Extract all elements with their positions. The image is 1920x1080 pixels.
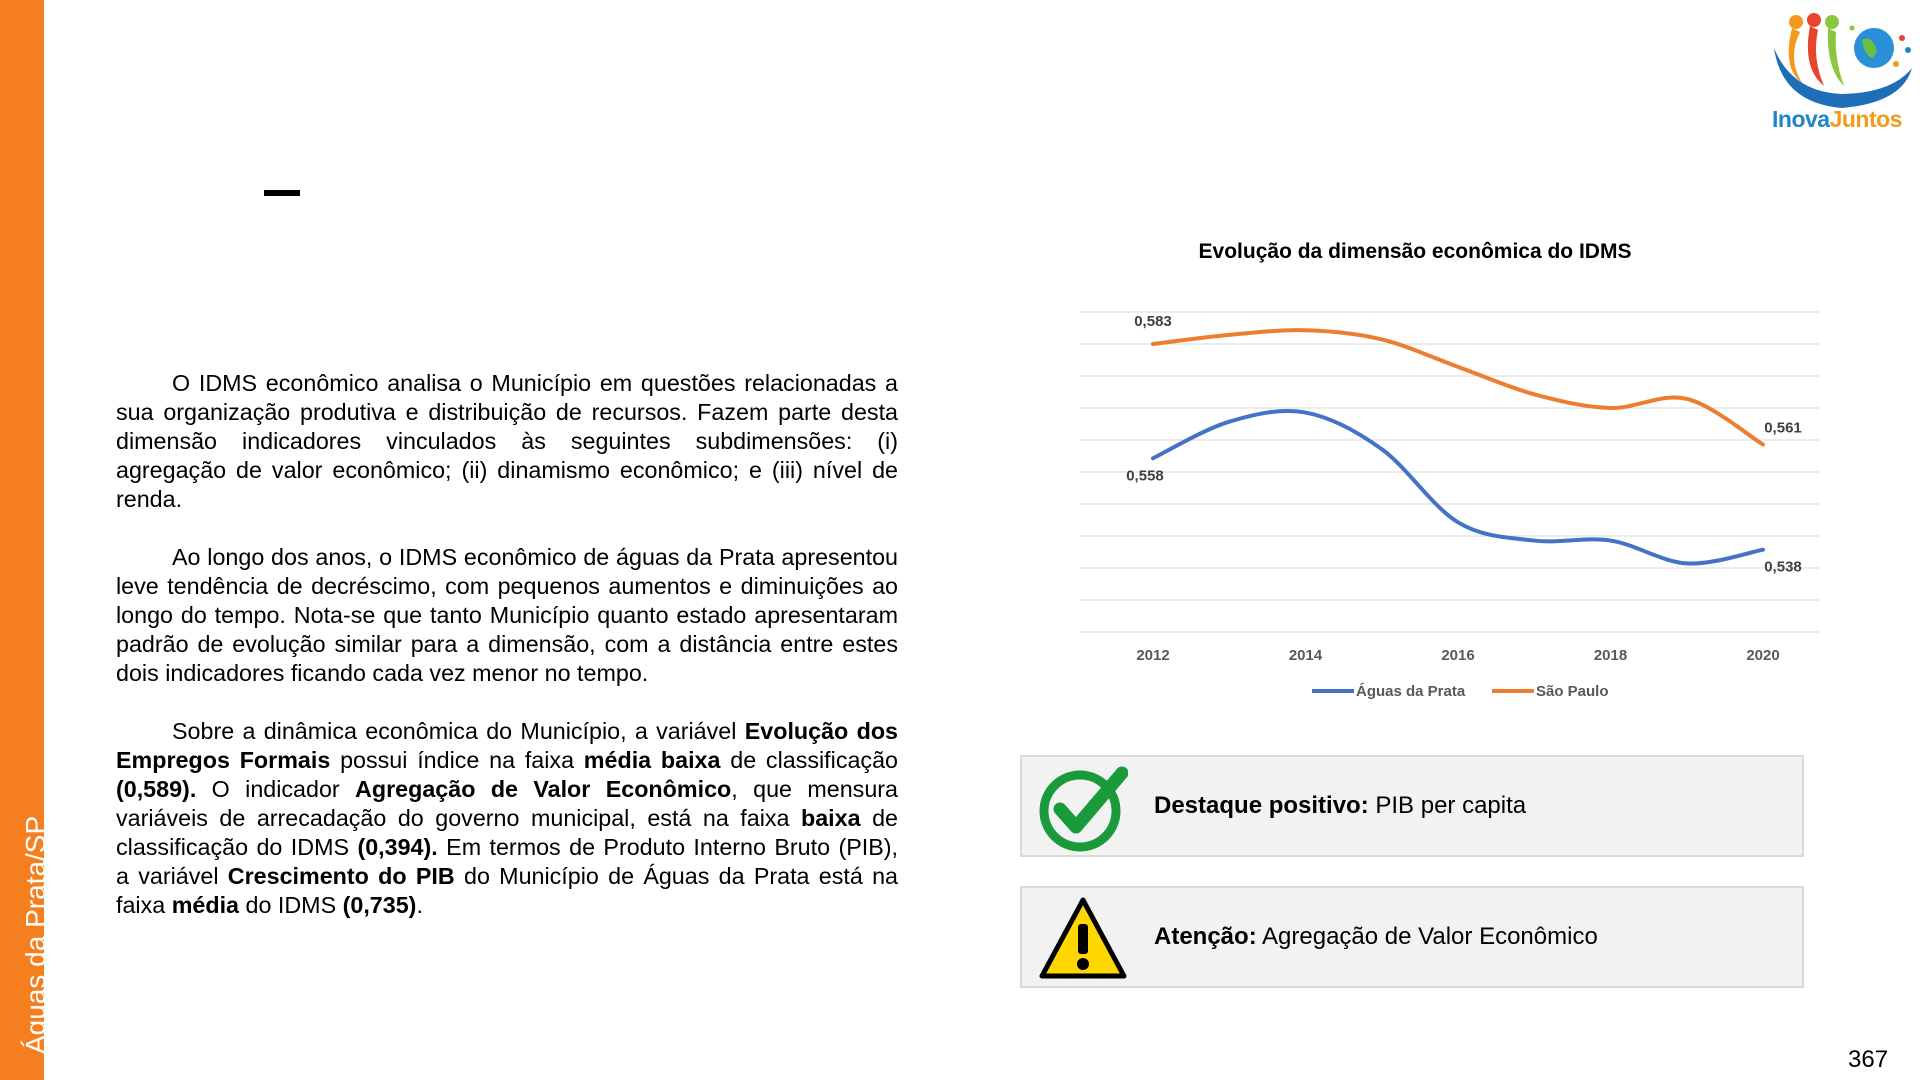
paragraph: O IDMS econômico analisa o Município em questões relacionadas a sua organização produtiva e distribuição de recursos. Fazem parte desta dimensão indicadores vinculados às seguintes subdimensões: (i) agregação de valor econômico; (ii) dinamismo econômico; e (iii) nível de renda.: [116, 370, 898, 512]
paragraph: Ao longo dos anos, o IDMS econômico de águas da Prata apresentou leve tendência de decréscimo, com pequenos aumentos e diminuições ao longo do tempo. Nota-se que tanto Município quanto estado apresentaram padrão de evolução similar para a dimensão, com a distância entre estes dois indicadores ficando cada vez menor no tempo.: [116, 544, 898, 686]
page-number: 367: [1848, 1046, 1889, 1073]
x-tick-label: 2012: [1136, 647, 1170, 664]
side-label: Águas da Prata/SP: [20, 815, 51, 1054]
legend-label: Águas da Prata: [1356, 683, 1466, 700]
data-label: 0,538: [1764, 558, 1802, 576]
legend-label: São Paulo: [1536, 683, 1609, 700]
x-tick-label: 2020: [1746, 647, 1780, 664]
body-text: [116, 369, 898, 949]
data-label: 0,561: [1764, 419, 1802, 437]
title-dash: [264, 190, 300, 196]
positive-highlight-text: Destaque positivo: PIB per capita: [1154, 792, 1527, 819]
x-tick-label: 2018: [1593, 647, 1628, 664]
check-icon: [1038, 763, 1128, 853]
attention-box: [1020, 886, 1804, 988]
logo-text: InovaJuntos: [1772, 106, 1902, 132]
paragraph: Sobre a dinâmica econômica do Município, a variável Evolução dos Empregos Formais possui índice na faixa média baixa de classificação (0,589). O indicador Agregação de Valor Econômico, que mensura variáveis de arrecadação do governo municipal, está na faixa baixa de classificação do IDMS (0,394). Em termos de Produto Interno Bruto (PIB), a variável Crescimento do PIB do Município de Águas da Prata está na faixa média do IDMS (0,735).: [116, 718, 899, 918]
warning-icon: [1038, 894, 1128, 984]
chart-title: Evolução da dimensão econômica do IDMS: [1198, 240, 1632, 263]
x-tick-label: 2014: [1288, 647, 1323, 664]
x-tick-label: 2016: [1441, 647, 1475, 664]
idms-line-chart: [1060, 300, 1850, 720]
data-label: 0,583: [1134, 313, 1172, 330]
series-line-aguas-da-prata: [1153, 411, 1763, 564]
data-label: 0,558: [1126, 467, 1164, 485]
attention-text: Atenção: Agregação de Valor Econômico: [1154, 923, 1598, 950]
series-line-sao-paulo: [1153, 330, 1763, 444]
positive-highlight-box: [1020, 755, 1804, 857]
side-bar: [0, 0, 51, 1080]
